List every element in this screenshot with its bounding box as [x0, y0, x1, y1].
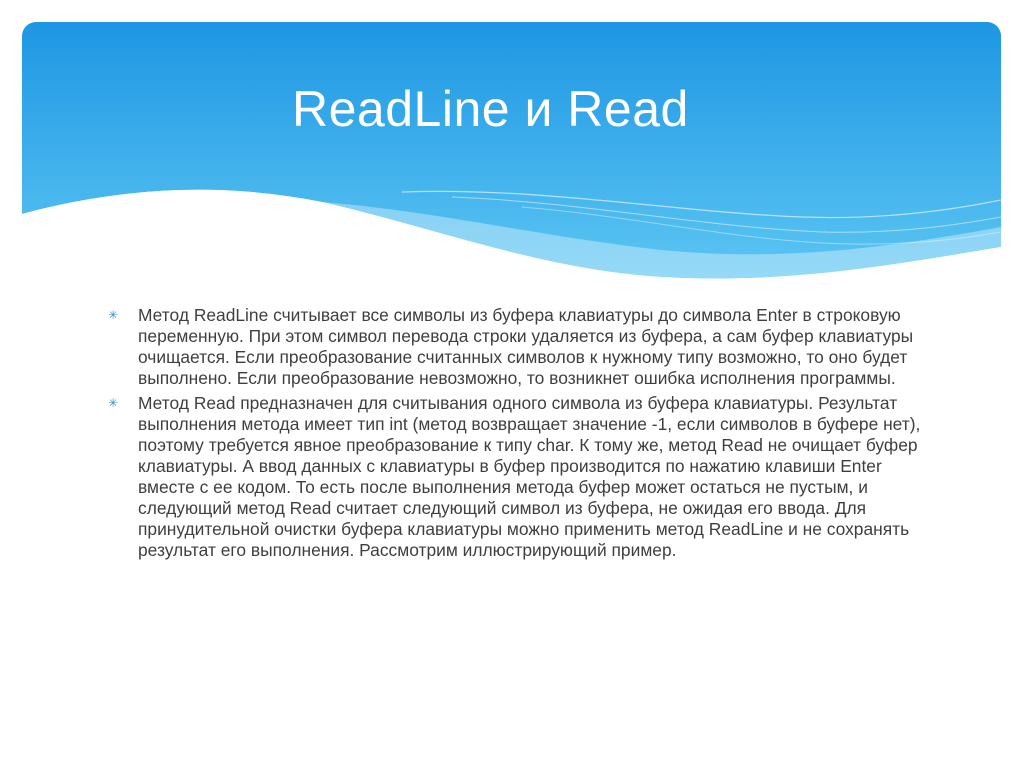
asterisk-bullet-icon: ✳: [108, 396, 119, 410]
bullet-text: Метод Read предназначен для считывания одного символа из буфера клавиатуры. Результат выполнения метода имеет тип int (метод возвращает значение -1, если символов в буфере нет), поэтому требуется явное преобразование к типу char. К тому же, метод Read не очищает буфер клавиатуры. А ввод данных с клавиатуры в буфер производится по нажатию клавиши Enter вместе с ее кодом. То есть после выполнения метода буфер может остаться не пустым, и следующий метод Read считает следующий символ из буфера, не ожидая его ввода. Для принудительной очистки буфера клавиатуры можно применить метод ReadLine и не сохранять результат его выполнения. Рассмотрим иллюстрирующий пример.: [138, 393, 921, 560]
header-wave-background: [22, 22, 1001, 322]
asterisk-bullet-icon: ✳: [108, 308, 119, 322]
slide: [22, 22, 1001, 767]
bullet-item: [108, 393, 928, 561]
bullet-list: [108, 305, 928, 565]
slide-title: ReadLine и Read: [292, 81, 689, 137]
bullet-text: Метод ReadLine считывает все символы из буфера клавиатуры до символа Enter в строковую переменную. При этом символ перевода строки удаляется из буфера, а сам буфер клавиатуры очищается. Если преобразование считанных символов к нужному типу возможно, то оно будет выполнено. Если преобразование невозможно, то возникнет ошибка исполнения программы.: [138, 305, 914, 388]
bullet-item: [108, 305, 928, 389]
